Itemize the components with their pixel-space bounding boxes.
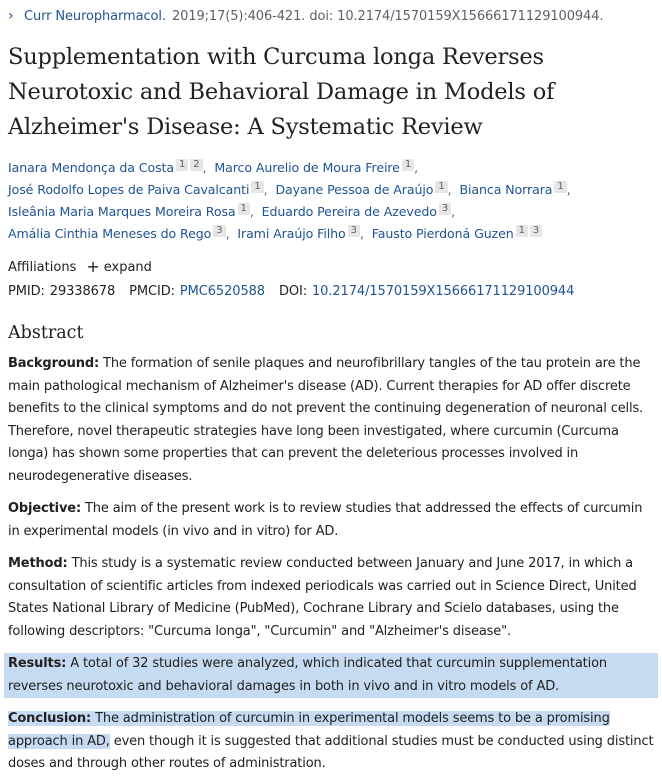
- author-separator: ,: [359, 226, 364, 241]
- conclusion-text: even though it is suggested that additional studies must be conducted using distinct doses and through other routes of administration.: [8, 733, 654, 771]
- author-name-link[interactable]: Dayane Pessoa de Araújo: [275, 182, 434, 197]
- affiliation-number[interactable]: 1: [251, 181, 263, 193]
- abstract-method: [8, 553, 654, 643]
- author-item: [459, 182, 574, 197]
- affiliation-number[interactable]: 1: [435, 181, 447, 193]
- conclusion-highlighted-text: The administration of curcumin in experimental models seems to be a promising approach in AD,: [8, 711, 610, 749]
- author-name-link[interactable]: Marco Aurelio de Moura Freire: [214, 160, 400, 175]
- citation-details: 2019;17(5):406-421. doi: 10.2174/1570159X15666171129100944.: [171, 8, 604, 24]
- expand-affiliations-button[interactable]: expand: [103, 259, 152, 275]
- affiliation-number[interactable]: 1: [176, 159, 188, 171]
- pmcid-label: PMCID:: [129, 283, 175, 299]
- author-name-link[interactable]: Bianca Norrara: [459, 182, 553, 197]
- author-name-link[interactable]: Isleânia Maria Marques Moreira Rosa: [8, 204, 236, 219]
- citation-line: [8, 6, 654, 26]
- background-text: The formation of senile plaques and neurofibrillary tangles of the tau protein are the main pathological mechanism of Alzheimer's disease (AD). Current therapies for AD offer discrete benefits to the clinical symptoms and do not prevent the continuing degeneration of neuronal cells. Therefore, novel therapeutic strategies have long been investigated, where curcumin (Curcuma longa) has shown some properties that can prevent the deleterious processes involved in neurodegenerative diseases.: [8, 356, 644, 484]
- affiliation-number[interactable]: 1: [554, 181, 566, 193]
- doi-link[interactable]: 10.2174/1570159X15666171129100944: [312, 283, 575, 299]
- affiliations-label: Affiliations: [8, 259, 77, 275]
- author-separator: ,: [451, 204, 456, 219]
- author-item: [214, 160, 422, 175]
- author-separator: ,: [263, 182, 268, 197]
- article-title: Supplementation with Curcuma longa Reverses Neurotoxic and Behavioral Damage in Models of Alzheimer's Disease: A Systematic Review: [8, 44, 555, 140]
- method-label: Method:: [8, 556, 68, 571]
- objective-text: The aim of the present work is to review studies that addressed the effects of curcumin in experimental models (in vivo and in vitro) for AD.: [8, 501, 643, 539]
- author-separator: ,: [249, 204, 254, 219]
- abstract-background: [8, 353, 654, 488]
- author-separator: ,: [566, 182, 571, 197]
- author-name-link[interactable]: José Rodolfo Lopes de Paiva Cavalcanti: [8, 182, 250, 197]
- background-label: Background:: [8, 356, 100, 371]
- affiliation-number[interactable]: 1: [238, 203, 250, 215]
- author-name-link[interactable]: Ianara Mendonça da Costa: [8, 160, 174, 175]
- abstract-conclusion: [8, 708, 654, 776]
- authors-list: [8, 157, 654, 245]
- author-item: [8, 160, 210, 175]
- author-item: [275, 182, 455, 197]
- affiliation-number[interactable]: 3: [213, 225, 225, 237]
- conclusion-label: Conclusion:: [8, 711, 92, 726]
- results-text: A total of 32 studies were analyzed, which indicated that curcumin supplementation reverses neurotoxic and behavioral damages in both in vivo and in vitro models of AD.: [8, 656, 607, 694]
- pmid-value: 29338678: [49, 283, 116, 299]
- author-separator: ,: [202, 160, 207, 175]
- identifiers-row: [8, 281, 654, 301]
- author-name-link[interactable]: Eduardo Pereira de Azevedo: [261, 204, 437, 219]
- affiliations-row: [8, 257, 654, 277]
- journal-link[interactable]: Curr Neuropharmacol.: [24, 8, 166, 24]
- affiliation-number[interactable]: 3: [348, 225, 360, 237]
- objective-label: Objective:: [8, 501, 81, 516]
- abstract-results: [4, 653, 658, 698]
- method-text: This study is a systematic review conducted between January and June 2017, in which a consultation of scientific articles from indexed periodicals was carried out in Science Direct, United States National Library of Medicine (PubMed), Cochrane Library and Scielo databases, using the following descriptors: "Curcuma longa", "Curcumin" and "Alzheimer's disease".: [8, 556, 637, 639]
- affiliation-number[interactable]: 1: [402, 159, 414, 171]
- abstract-objective: [8, 498, 654, 543]
- author-item: [237, 226, 367, 241]
- author-item: [8, 226, 233, 241]
- author-item: [8, 182, 272, 197]
- affiliation-number[interactable]: 3: [530, 225, 542, 237]
- doi-label: DOI:: [278, 283, 308, 299]
- affiliation-number[interactable]: 1: [516, 225, 528, 237]
- author-separator: ,: [414, 160, 418, 175]
- author-name-link[interactable]: Irami Araújo Filho: [237, 226, 346, 241]
- author-name-link[interactable]: Amália Cinthia Meneses do Rego: [8, 226, 212, 241]
- pmcid-link[interactable]: PMC6520588: [179, 283, 265, 299]
- pmid-label: PMID:: [8, 283, 45, 299]
- author-name-link[interactable]: Fausto Pierdoná Guzen: [371, 226, 514, 241]
- affiliation-number[interactable]: 2: [190, 159, 202, 171]
- chevron-right-icon[interactable]: ›: [8, 8, 14, 24]
- results-label: Results:: [8, 656, 67, 671]
- plus-icon[interactable]: +: [86, 257, 100, 276]
- abstract-heading: Abstract: [8, 323, 84, 343]
- author-item: [372, 226, 542, 241]
- author-item: [262, 204, 459, 219]
- affiliation-number[interactable]: 3: [439, 203, 451, 215]
- author-separator: ,: [447, 182, 452, 197]
- author-separator: ,: [225, 226, 230, 241]
- author-item: [8, 204, 258, 219]
